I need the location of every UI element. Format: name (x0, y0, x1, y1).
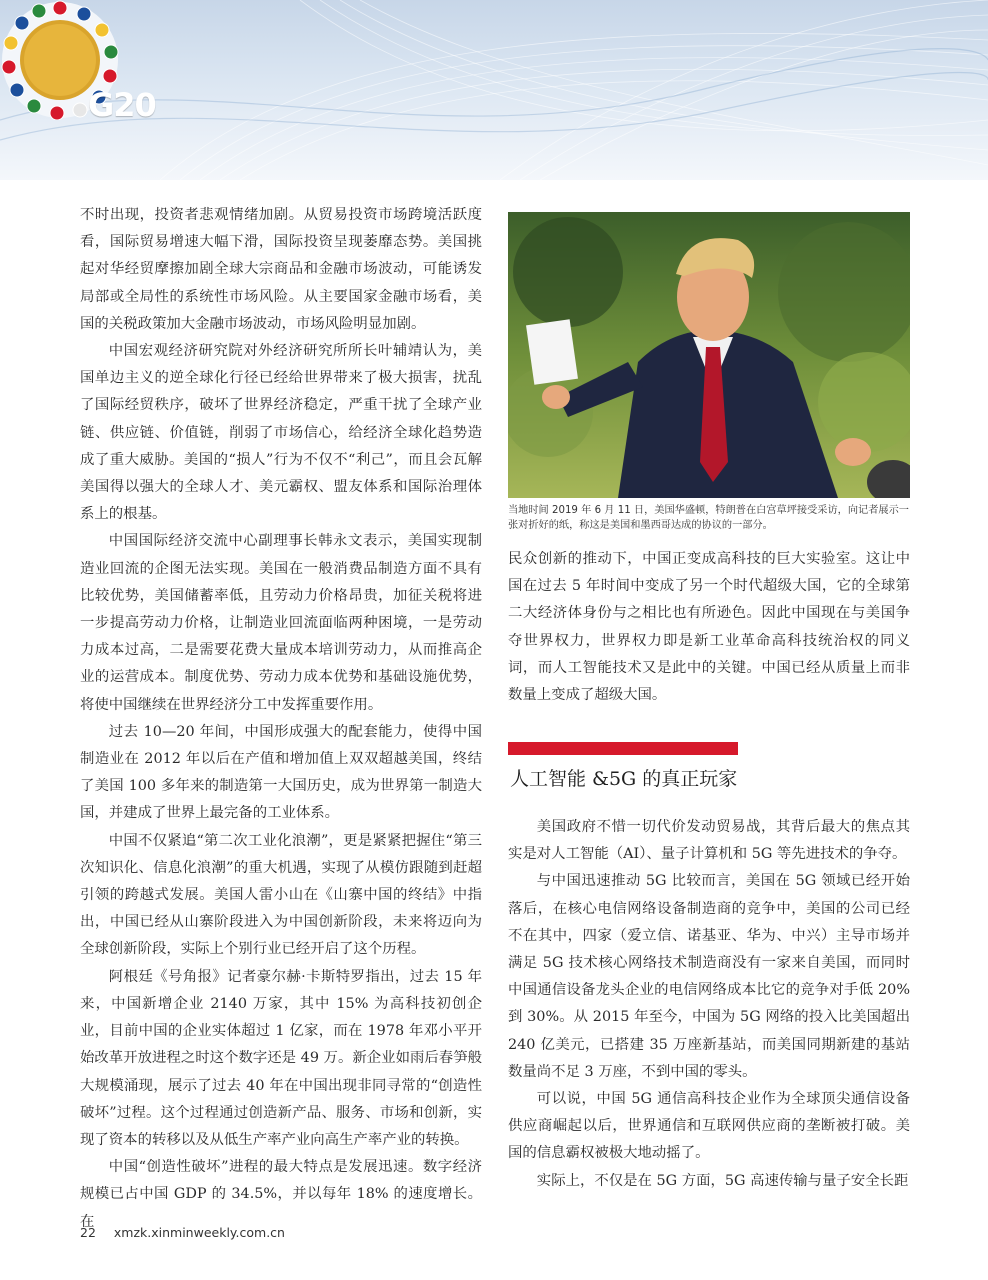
left-column (80, 202, 482, 1236)
footer (80, 1225, 285, 1240)
paragraph: 民众创新的推动下，中国正变成高科技的巨大实验室。这让中国在过去 5 年时间中变成了另一个时代超级大国，它的全球第二大经济体身份与之相比也有所逊色。因此中国现在与美国争夺世界权力，世界权力即是新工业革命高科技统治权的同义词，而人工智能技术又是此中的关键。中国已经从质量上而非数量上变成了超级大国。 (508, 551, 910, 704)
paragraph: 与中国迅速推动 5G 比较而言，美国在 5G 领域已经开始落后，在核心电信网络设备制造商的竞争中，美国的公司已经不在其中，四家（爱立信、诺基亚、华为、中兴）主导市场并满足 5G 技术核心网络技术制造商没有一家来自美国，而同时中国通信设备龙头企业的电信网络成本比它的竞争对手低 20% 到 30%。从 2015 年至今，中国为 5G 网络的投入比美国超出 240 亿美元，已搭建 35 万座新基站，而美国同期新建的基站数量尚不足 3 万座，不到中国的零头。 (508, 873, 910, 1080)
photo-caption: 当地时间 2019 年 6 月 11 日，美国华盛顿，特朗普在白宫草坪接受采访，向记者展示一张对折好的纸，称这是美国和墨西哥达成的协议的一部分。 (508, 505, 909, 531)
header-banner (0, 0, 988, 180)
paragraph: 中国不仅紧追“第二次工业化浪潮”，更是紧紧把握住“第三次知识化、信息化浪潮”的重大机遇，实现了从模仿跟随到赶超引领的跨越式发展。美国人雷小山在《山寨中国的终结》中指出，中国已经从山寨阶段进入为中国创新阶段，未来将迈向为全球创新阶段，实际上个别行业已经开启了这个历程。 (80, 832, 482, 958)
section-title: 人工智能 &5G 的真正玩家 (510, 768, 738, 790)
paragraph: 中国宏观经济研究院对外经济研究所所长叶辅靖认为，美国单边主义的逆全球化行径已经给世界带来了极大损害，扰乱了国际经贸秩序，破坏了世界经济稳定，严重干扰了全球产业链、供应链、价值链，削弱了市场信心，给经济全球化趋势造成了重大威胁。美国的“损人”行为不仅不“利己”，而且会瓦解美国得以强大的全球人才、美元霸权、盟友体系和国际治理体系上的根基。 (80, 343, 482, 523)
footer-url: xmzk.xinminweekly.com.cn (113, 1225, 285, 1240)
paragraph: 实际上，不仅是在 5G 方面，5G 高速传输与量子安全长距 (536, 1172, 909, 1189)
paragraph: 中国国际经济交流中心副理事长韩永文表示，美国实现制造业回流的企图无法实现。美国在一般消费品制造方面不具有比较优势，美国储蓄率低，且劳动力价格昂贵，加征关税将进一步提高劳动力价格，让制造业回流面临两种困境，一是劳动力成本过高，二是需要花费大量成本培训劳动力，从而推高企业的运营成本。制度优势、劳动力成本优势和基础设施优势，将使中国继续在世界经济分工中发挥重要作用。 (80, 533, 482, 713)
section-red-bar (508, 742, 738, 755)
page-number: 22 (80, 1225, 96, 1240)
trump-photo (508, 212, 910, 498)
paragraph: 过去 10—20 年间，中国形成强大的配套能力，使得中国制造业在 2012 年以后在产值和增加值上双双超越美国，终结了美国 100 多年来的制造第一大国历史，成为世界第一制造大国，并建成了世界上最完备的工业体系。 (80, 723, 482, 822)
paragraph: 中国“创造性破坏”进程的最大特点是发展迅速。数字经济规模已占中国 GDP 的 34.5%，并以每年 18% 的速度增长。在 (80, 1159, 482, 1230)
right-column-top (508, 546, 910, 709)
photo (508, 212, 910, 498)
right-column-bottom (508, 814, 910, 1195)
paragraph: 可以说，中国 5G 通信高科技企业作为全球顶尖通信设备供应商崛起以后，世界通信和互联网供应商的垄断被打破。美国的信息霸权被极大地动摇了。 (508, 1091, 910, 1162)
paragraph: 不时出现，投资者悲观情绪加剧。从贸易投资市场跨境活跃度看，国际贸易增速大幅下滑，国际投资呈现萎靡态势。美国挑起对华经贸摩擦加剧全球大宗商品和金融市场波动，可能诱发局部或全局性的系统性市场风险。从主要国家金融市场看，美国的关税政策加大金融市场波动，市场风险明显加剧。 (80, 207, 482, 332)
paragraph: 阿根廷《号角报》记者豪尔赫·卡斯特罗指出，过去 15 年来，中国新增企业 2140 万家，其中 15% 为高科技初创企业，目前中国的企业实体超过 1 亿家，而在 1978 年邓小平开始改革开放进程之时这个数字还是 49 万。新企业如雨后春笋般大规模涌现，展示了过去 40 年在中国出现非同寻常的“创造性破坏”过程。这个过程通过创造新产品、服务、市场和创新，实现了资本的转移以及从低生产率产业向高生产率产业的转换。 (80, 968, 482, 1148)
g20-logo-text: G20 (88, 86, 156, 124)
paragraph: 美国政府不惜一切代价发动贸易战，其背后最大的焦点其实是对人工智能（AI）、量子计算机和 5G 等先进技术的争夺。 (508, 819, 910, 863)
